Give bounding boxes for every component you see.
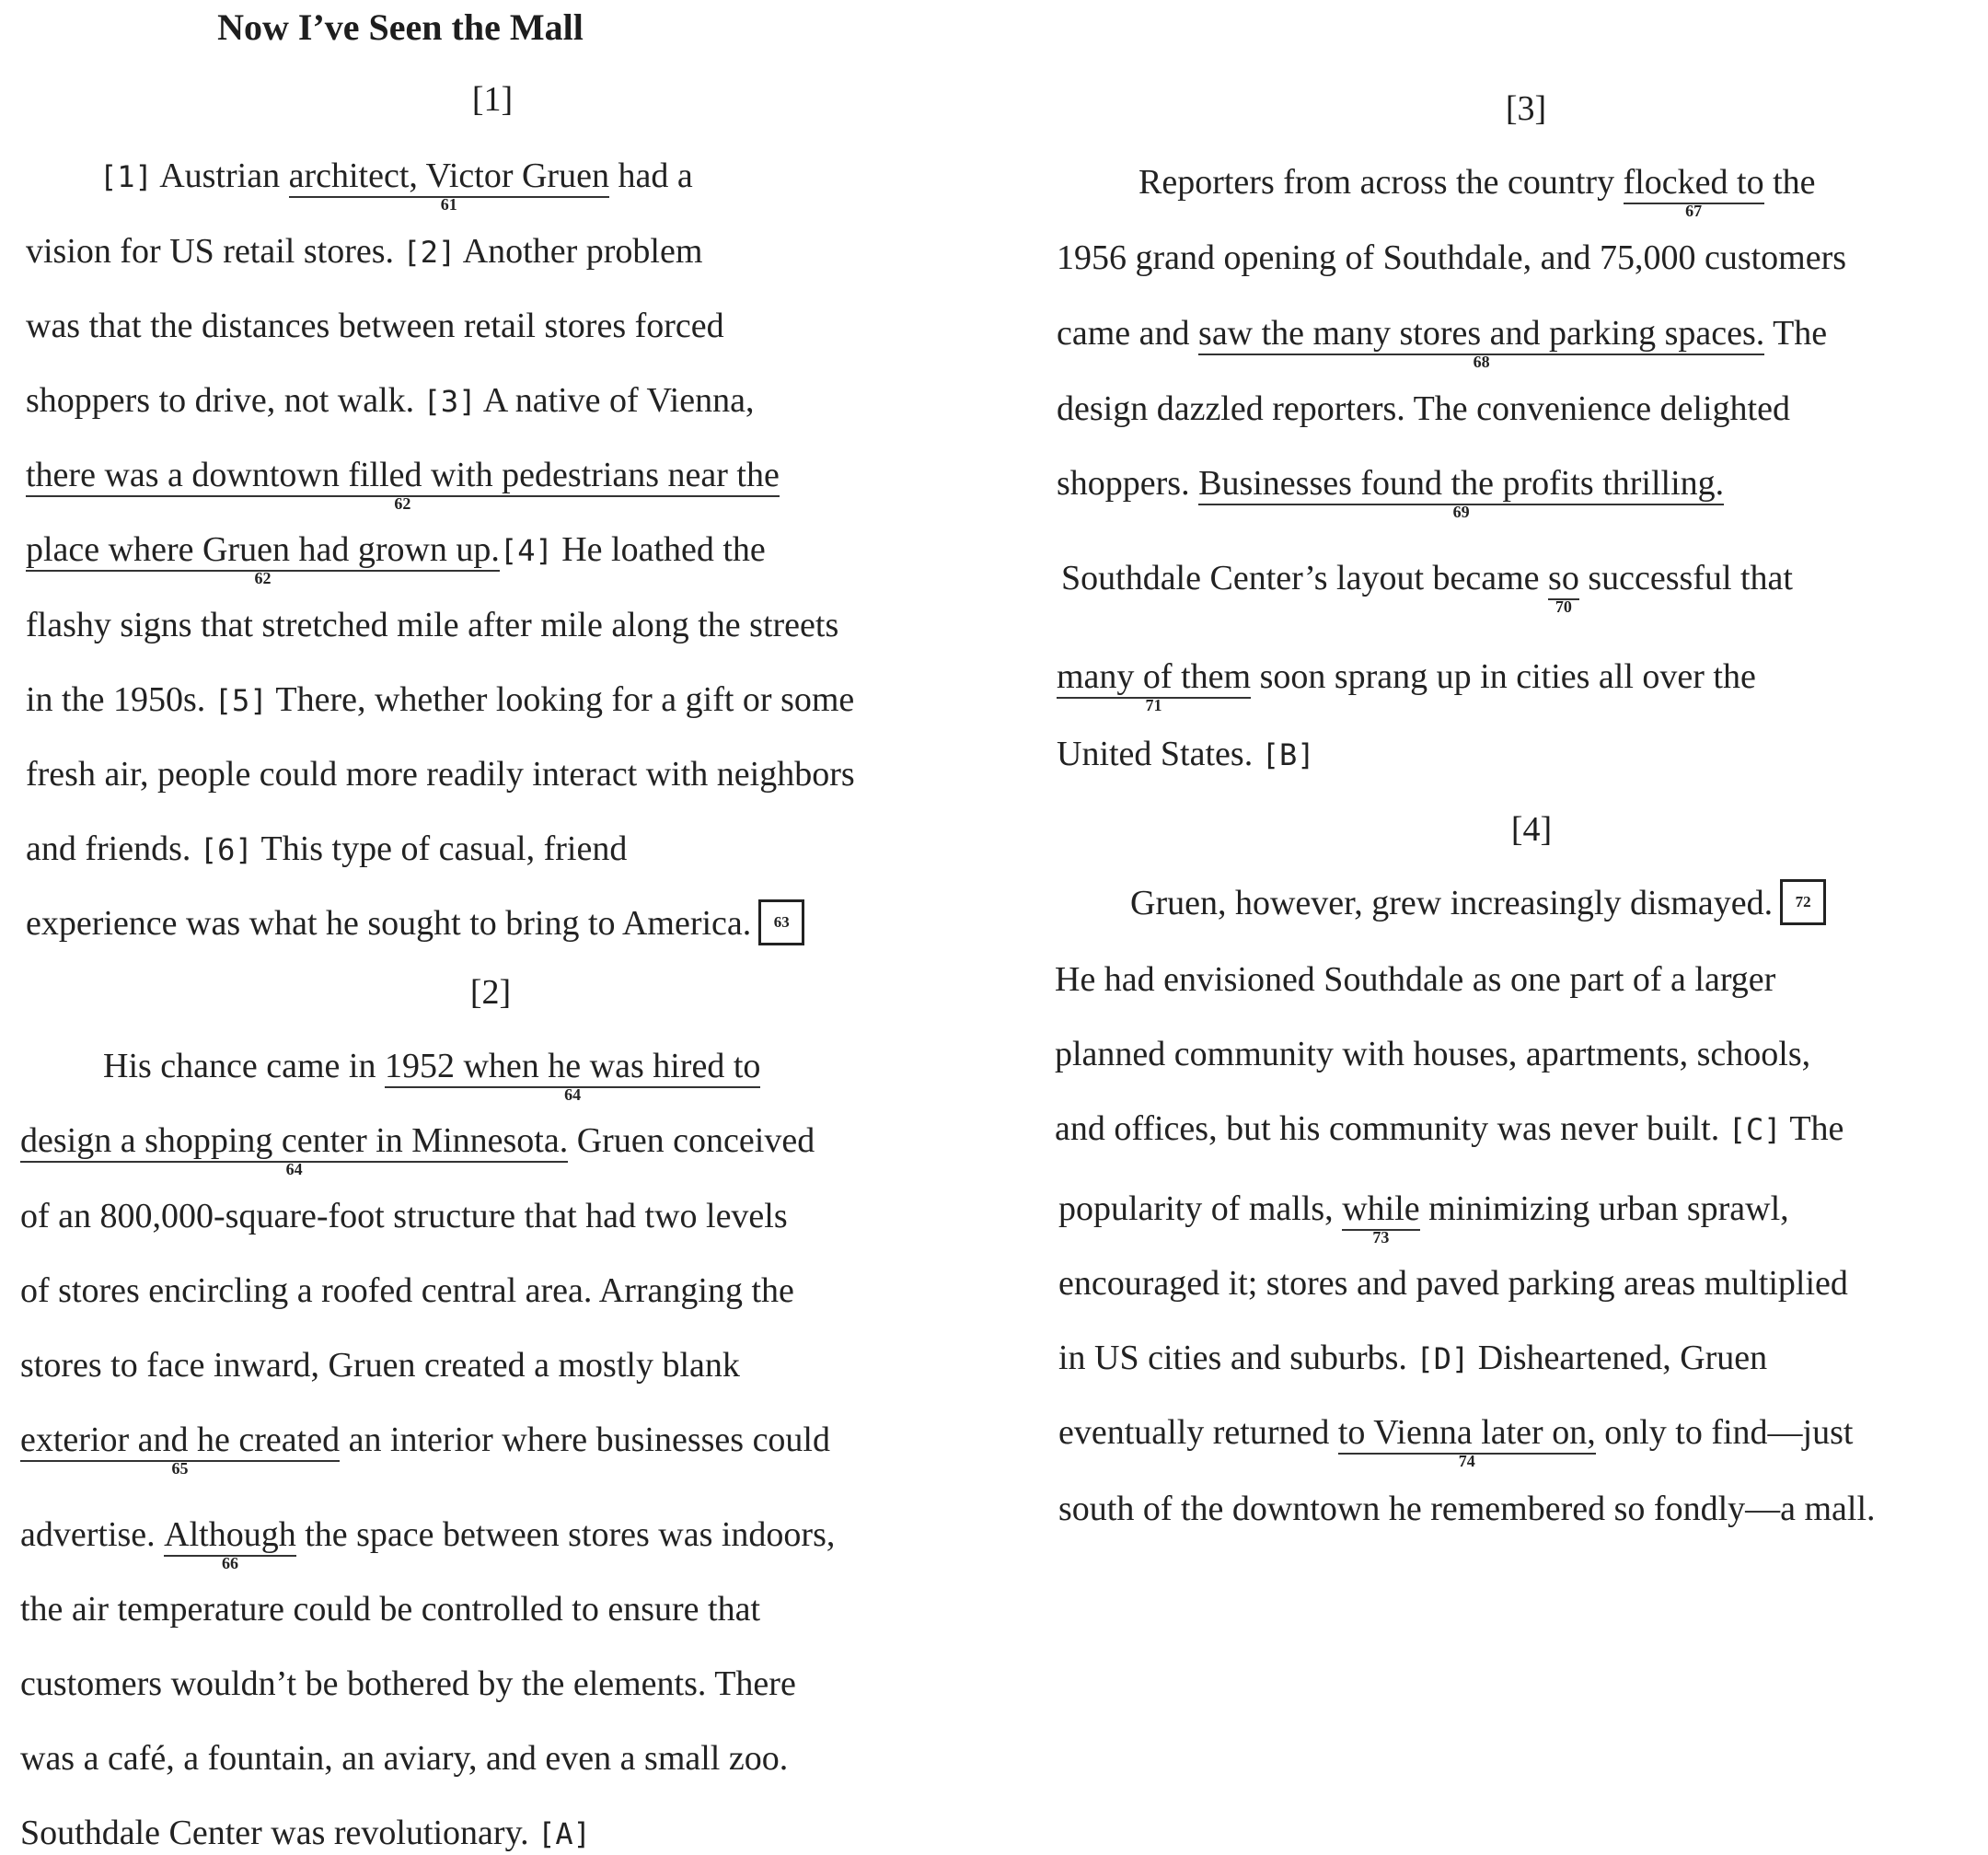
question-box-72[interactable]: 72 — [1780, 879, 1826, 925]
underlined-text-64b[interactable]: design a shopping center in Minnesota. 64 — [20, 1121, 569, 1178]
marker-D: [D] — [1416, 1341, 1470, 1376]
p1-line-11: experience was what he sought to bring to America. 63 — [26, 902, 804, 949]
question-number-61: 61 — [440, 195, 457, 214]
p4-line-5: popularity of malls, while 73 minimizing urban sprawl, — [1058, 1189, 1789, 1246]
question-number-62b: 62 — [254, 569, 272, 587]
p1-line-5 — [26, 454, 780, 513]
p3-line-2: 1956 grand opening of Southdale, and 75,000 customers — [1057, 238, 1847, 277]
p1-line-3: was that the distances between retail stores forced — [26, 307, 724, 345]
underlined-text-62a[interactable]: there was a downtown filled with pedestrians near the 62 — [26, 456, 780, 513]
p2-line-5: stores to face inward, Gruen created a mostly blank — [20, 1346, 740, 1385]
underlined-text-61[interactable]: architect, Victor Gruen 61 — [288, 157, 609, 214]
p3-line-5: shoppers. Businesses found the profits thrilling. 69 — [1057, 464, 1725, 521]
marker-B: [B] — [1261, 737, 1315, 772]
passage-title: Now I’ve Seen the Mall — [217, 6, 584, 48]
paragraph-label-4: [4] — [1510, 810, 1553, 849]
paragraph-label-2: [2] — [469, 973, 512, 1012]
p1-line-10: and friends. [6] This type of casual, friend — [26, 829, 628, 868]
question-number-71: 71 — [1145, 696, 1162, 714]
underlined-text-74[interactable]: to Vienna later on, 74 — [1337, 1413, 1596, 1470]
p4-line-3: planned community with houses, apartments, schools, — [1055, 1035, 1811, 1073]
p1-line-1: [1] Austrian architect, Victor Gruen 61 had a — [99, 157, 693, 214]
sentence-marker-5: [5] — [214, 683, 268, 718]
sentence-marker-6: [6] — [199, 832, 253, 867]
underlined-text-67[interactable]: flocked to 67 — [1623, 163, 1764, 220]
underlined-text-68[interactable]: saw the many stores and parking spaces. 68 — [1198, 314, 1765, 371]
question-box-63[interactable]: 63 — [758, 899, 804, 945]
p2-line-10: was a café, a fountain, an aviary, and even a small zoo. — [20, 1739, 789, 1778]
p3-line-8: United States. [B] — [1057, 735, 1315, 773]
p1-line-4: shoppers to drive, not walk. [3] A native of Vienna, — [26, 381, 755, 420]
p2-line-7: advertise. Although 66 the space between stores was indoors, — [20, 1515, 836, 1572]
p4-line-7: in US cities and suburbs. [D] Disheartened, Gruen — [1058, 1339, 1768, 1377]
p1-line-6: place where Gruen had grown up. 62 [4] He loathed the — [26, 530, 766, 587]
underlined-text-71[interactable]: many of them 71 — [1057, 657, 1252, 714]
p4-line-2: He had envisioned Southdale as one part of a larger — [1055, 960, 1776, 999]
underlined-text-69[interactable]: Businesses found the profits thrilling. 69 — [1198, 464, 1725, 521]
question-number-70: 70 — [1555, 597, 1572, 616]
p2-line-6: exterior and he created 65 an interior where businesses could — [20, 1420, 830, 1478]
underlined-text-64a[interactable]: 1952 when he was hired to 64 — [384, 1047, 761, 1104]
question-number-64b: 64 — [285, 1160, 303, 1178]
paragraph-label-3: [3] — [1505, 89, 1547, 128]
marker-A: [A] — [537, 1816, 591, 1851]
underlined-text-70[interactable]: so 70 — [1548, 559, 1579, 616]
p1-line-9: fresh air, people could more readily interact with neighbors — [26, 755, 855, 794]
underlined-text-66[interactable]: Although 66 — [164, 1515, 296, 1572]
question-number-65: 65 — [171, 1459, 189, 1478]
p1-line-7: flashy signs that stretched mile after mile along the streets — [26, 606, 839, 644]
question-number-67: 67 — [1685, 202, 1703, 220]
p3-line-6: Southdale Center’s layout became so 70 successful that — [1061, 559, 1793, 616]
sentence-marker-4: [4] — [499, 533, 553, 568]
question-number-62a: 62 — [394, 494, 411, 513]
p1-line-8: in the 1950s. [5] There, whether looking for a gift or some — [26, 680, 855, 719]
question-number-74: 74 — [1458, 1452, 1475, 1470]
p2-line-2: design a shopping center in Minnesota. 64 Gruen conceived — [20, 1121, 815, 1178]
p3-line-3: came and saw the many stores and parking spaces. 68 The — [1057, 314, 1828, 371]
p2-line-4: of stores encircling a roofed central area. Arranging the — [20, 1271, 794, 1310]
p2-line-8: the air temperature could be controlled to ensure that — [20, 1590, 761, 1629]
p3-line-4: design dazzled reporters. The convenience delighted — [1057, 389, 1790, 428]
p4-line-9: south of the downtown he remembered so fondly—a mall. — [1058, 1490, 1876, 1528]
underlined-text-65[interactable]: exterior and he created 65 — [20, 1420, 341, 1478]
p4-line-4: and offices, but his community was never built. [C] The — [1055, 1109, 1844, 1148]
sentence-marker-1: [1] — [99, 159, 153, 194]
question-number-64a: 64 — [564, 1085, 582, 1104]
question-number-68: 68 — [1473, 353, 1490, 371]
underlined-text-62b[interactable]: place where Gruen had grown up. 62 — [26, 530, 500, 587]
p2-line-11: Southdale Center was revolutionary. [A] — [20, 1814, 591, 1852]
p4-line-6: encouraged it; stores and paved parking areas multiplied — [1058, 1264, 1848, 1303]
marker-C: [C] — [1728, 1112, 1782, 1147]
question-number-73: 73 — [1372, 1228, 1390, 1246]
p1-line-2: vision for US retail stores. [2] Another problem — [26, 232, 703, 271]
p3-line-7: many of them 71 soon sprang up in cities all over the — [1057, 657, 1756, 714]
p2-line-9: customers wouldn’t be bothered by the elements. There — [20, 1664, 796, 1703]
sentence-marker-3: [3] — [422, 384, 477, 419]
sentence-marker-2: [2] — [402, 235, 457, 270]
question-number-69: 69 — [1452, 503, 1470, 521]
p4-line-8: eventually returned to Vienna later on, 74 only to find—just — [1058, 1413, 1854, 1470]
p4-line-1: Gruen, however, grew increasingly dismayed. 72 — [1130, 882, 1826, 929]
paragraph-label-1: [1] — [471, 80, 514, 119]
p2-line-3: of an 800,000-square-foot structure that had two levels — [20, 1197, 788, 1235]
question-number-66: 66 — [221, 1554, 238, 1572]
underlined-text-73[interactable]: while 73 — [1342, 1189, 1420, 1246]
p3-line-1: Reporters from across the country flocked to 67 the — [1138, 163, 1816, 220]
p2-line-1: His chance came in 1952 when he was hired to 64 — [103, 1047, 761, 1104]
